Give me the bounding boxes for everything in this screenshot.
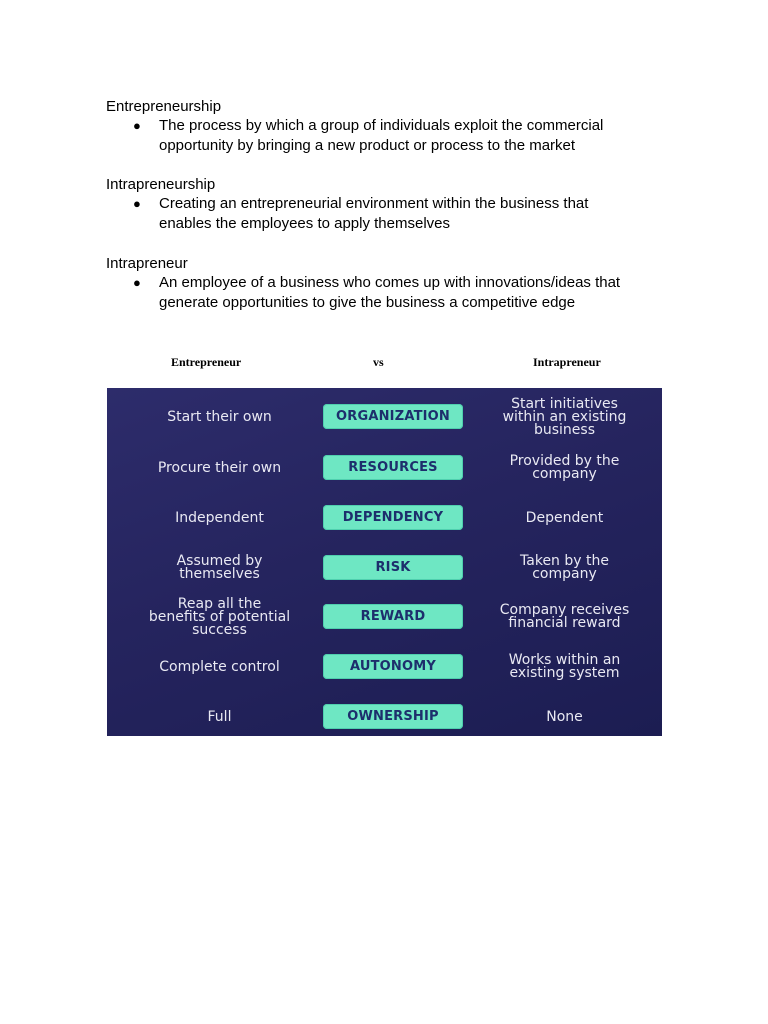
intrapreneur-cell: Dependent	[525, 509, 604, 526]
comparison-row	[107, 548, 662, 588]
bullet-line: An employee of a business who comes up with innovations/ideas that	[159, 274, 621, 291]
bullet-line: enables the employees to apply themselves	[159, 215, 451, 232]
aspect-label: ORGANIZATION	[323, 404, 463, 429]
aspect-label: REWARD	[323, 604, 463, 629]
bullet-line: opportunity by bringing a new product or process to the market	[159, 137, 576, 154]
section-heading: Entrepreneurship	[106, 98, 222, 115]
header-entrepreneur: Entrepreneur	[171, 355, 242, 369]
entrepreneur-cell: Start their own	[167, 408, 272, 425]
aspect-label: DEPENDENCY	[323, 505, 463, 530]
comparison-row	[107, 647, 662, 687]
entrepreneur-cell: Full	[207, 708, 232, 725]
comparison-row	[107, 697, 662, 736]
bullet-item	[106, 273, 686, 313]
entrepreneur-cell: Assumed by themselves	[176, 553, 263, 582]
bullet-text	[159, 195, 588, 232]
aspect-label: AUTONOMY	[323, 654, 463, 679]
bullet-text	[159, 117, 603, 154]
entrepreneur-cell: Procure their own	[157, 459, 282, 476]
header-intrapreneur: Intrapreneur	[533, 355, 601, 369]
bullet-item	[106, 194, 686, 234]
section-heading: Intrapreneur	[106, 255, 188, 272]
comparison-row	[107, 397, 662, 437]
entrepreneur-cell: Complete control	[159, 658, 280, 675]
header-vs: vs	[373, 355, 384, 369]
intrapreneur-cell: Company receives financial reward	[499, 602, 630, 631]
comparison-row	[107, 498, 662, 538]
intrapreneur-cell: Start initiatives within an existing business	[502, 395, 627, 438]
intrapreneur-cell: Works within an existing system	[508, 652, 621, 681]
intrapreneur-cell: Provided by the company	[509, 453, 620, 482]
bullet-icon: ●	[133, 196, 141, 211]
bullet-text	[159, 274, 620, 311]
bullet-line: generate opportunities to give the business a competitive edge	[159, 294, 576, 311]
aspect-label: OWNERSHIP	[323, 704, 463, 729]
bullet-item	[106, 116, 686, 156]
section-entrepreneurship	[106, 97, 686, 156]
section-intrapreneur	[106, 254, 686, 313]
entrepreneur-cell: Independent	[175, 509, 264, 526]
comparison-header	[106, 355, 662, 373]
section-intrapreneurship	[106, 175, 686, 234]
intrapreneur-cell: None	[546, 708, 583, 725]
bullet-line: The process by which a group of individuals exploit the commercial	[159, 117, 604, 134]
intrapreneur-cell: Taken by the company	[520, 553, 609, 582]
bullet-icon: ●	[133, 275, 141, 290]
bullet-icon: ●	[133, 118, 141, 133]
bullet-line: Creating an entrepreneurial environment within the business that	[159, 195, 589, 212]
aspect-label: RESOURCES	[323, 455, 463, 480]
comparison-row	[107, 597, 662, 637]
comparison-image	[107, 388, 662, 736]
comparison-row	[107, 448, 662, 488]
section-heading: Intrapreneurship	[106, 176, 216, 193]
aspect-label: RISK	[323, 555, 463, 580]
entrepreneur-cell: Reap all the benefits of potential success	[148, 595, 291, 638]
